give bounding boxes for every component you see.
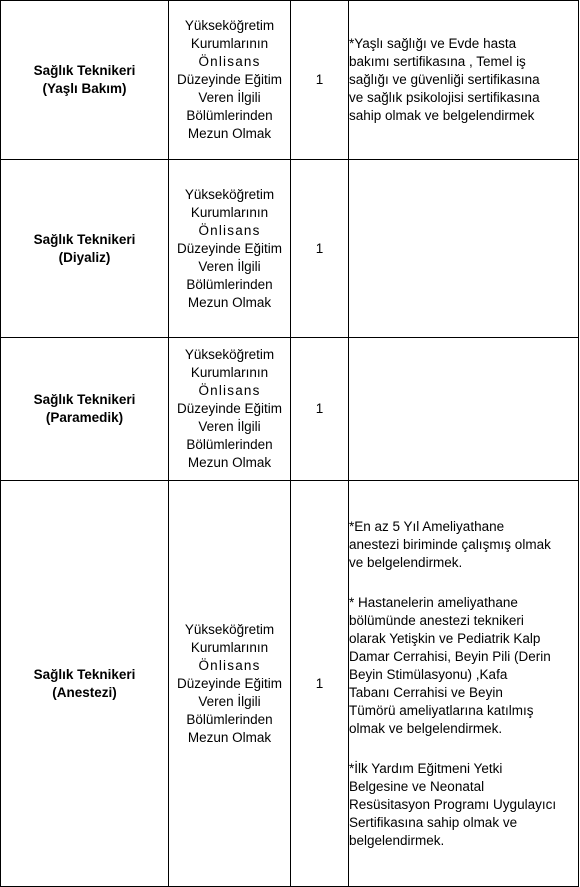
note-line: Resüsitasyon Programı Uygulayıcı [349,796,557,812]
requirement-line: Veren İlgili [198,419,261,434]
requirement-line: Düzeyinde Eğitim [176,675,283,691]
note-line: Belgesine ve Neonatal [349,778,485,794]
position-count: 1 [291,160,349,338]
position-title-cell [1,160,169,338]
requirement-line: Veren İlgili [198,258,261,274]
note-paragraph [349,518,578,572]
requirement-line: Önlisans [198,383,261,398]
position-title-cell [1,481,169,887]
position-count: 1 [291,481,349,887]
note-line: ve sağlık psikolojisi sertifikasına [349,90,540,105]
requirement-cell [169,481,291,887]
requirement-line: Yükseköğretim [184,186,275,202]
notes-cell [349,338,579,481]
note-paragraph [349,594,578,738]
note-line: bakımı sertifikasına , Temel iş [349,54,526,69]
position-title: Sağlık Teknikeri [33,666,136,682]
requirement-line: Veren İlgili [198,693,261,709]
requirement-line: Bölümlerinden [186,108,273,123]
note-line: sağlığı ve güvenliği sertifikasına [349,72,540,87]
requirement-line: Mezun Olmak [187,729,272,745]
note-line: *En az 5 Yıl Ameliyathane [349,518,505,534]
requirement-line: Kurumlarının [190,36,269,51]
requirement-line: Mezun Olmak [187,126,272,141]
requirement-line: Yükseköğretim [184,18,275,33]
note-line: sahip olmak ve belgelendirmek [349,108,535,123]
requirement-line: Bölümlerinden [186,437,273,452]
note-line: Beyin Stimülasyonu) ,Kafa [349,666,508,682]
table-row [1,160,579,338]
requirement-line: Düzeyinde Eğitim [176,240,283,256]
requirement-line: Önlisans [198,657,261,673]
position-specialty: (Paramedik) [45,410,124,425]
position-title-cell [1,1,169,160]
requirement-line: Bölümlerinden [186,711,273,727]
note-line: ve belgelendirmek. [349,554,463,570]
table-row [1,1,579,160]
position-specialty: (Yaşlı Bakım) [42,81,127,96]
position-specialty: (Diyaliz) [58,249,111,265]
notes-cell [349,1,579,160]
position-count: 1 [291,338,349,481]
position-title: Sağlık Teknikeri [33,392,136,407]
note-line: anestezi biriminde çalışmış olmak [349,536,551,552]
notes-cell [349,160,579,338]
requirement-line: Yükseköğretim [184,347,275,362]
requirement-cell [169,338,291,481]
note-line: belgelendirmek. [349,832,445,848]
note-line: Tabanı Cerrahisi ve Beyin [349,684,503,700]
requirement-line: Veren İlgili [198,90,261,105]
requirement-line: Kurumlarının [190,639,269,655]
position-title: Sağlık Teknikeri [33,63,136,78]
note-line: *Yaşlı sağlığı ve Evde hasta [349,36,517,51]
requirement-cell [169,1,291,160]
requirement-line: Kurumlarının [190,365,269,380]
note-line: Damar Cerrahisi, Beyin Pili (Derin [349,648,551,664]
requirement-line: Mezun Olmak [187,294,272,310]
requirement-line: Yükseköğretim [184,621,275,637]
requirement-line: Bölümlerinden [186,276,273,292]
note-line: *İlk Yardım Eğitmeni Yetki [349,760,503,776]
position-title: Sağlık Teknikeri [33,231,136,247]
requirement-line: Mezun Olmak [187,455,272,470]
note-paragraph [349,35,578,125]
requirement-line: Önlisans [198,222,261,238]
requirement-line: Düzeyinde Eğitim [176,401,283,416]
note-line: olarak Yetişkin ve Pediatrik Kalp [349,630,541,646]
note-line: olmak ve belgelendirmek. [349,720,503,736]
table-row [1,481,579,887]
requirement-line: Düzeyinde Eğitim [176,72,283,87]
table-row [1,338,579,481]
note-line: * Hastanelerin ameliyathane [349,594,518,610]
requirement-line: Kurumlarının [190,204,269,220]
note-paragraph [349,760,578,850]
notes-cell [349,481,579,887]
position-title-cell [1,338,169,481]
note-line: bölümünde anestezi teknikeri [349,612,524,628]
position-count: 1 [291,1,349,160]
note-line: Tümörü ameliyatlarına katılmış [349,702,534,718]
requirement-cell [169,160,291,338]
requirement-line: Önlisans [198,54,261,69]
position-specialty: (Anestezi) [52,684,117,700]
note-line: Sertifikasına sahip olmak ve [349,814,518,830]
